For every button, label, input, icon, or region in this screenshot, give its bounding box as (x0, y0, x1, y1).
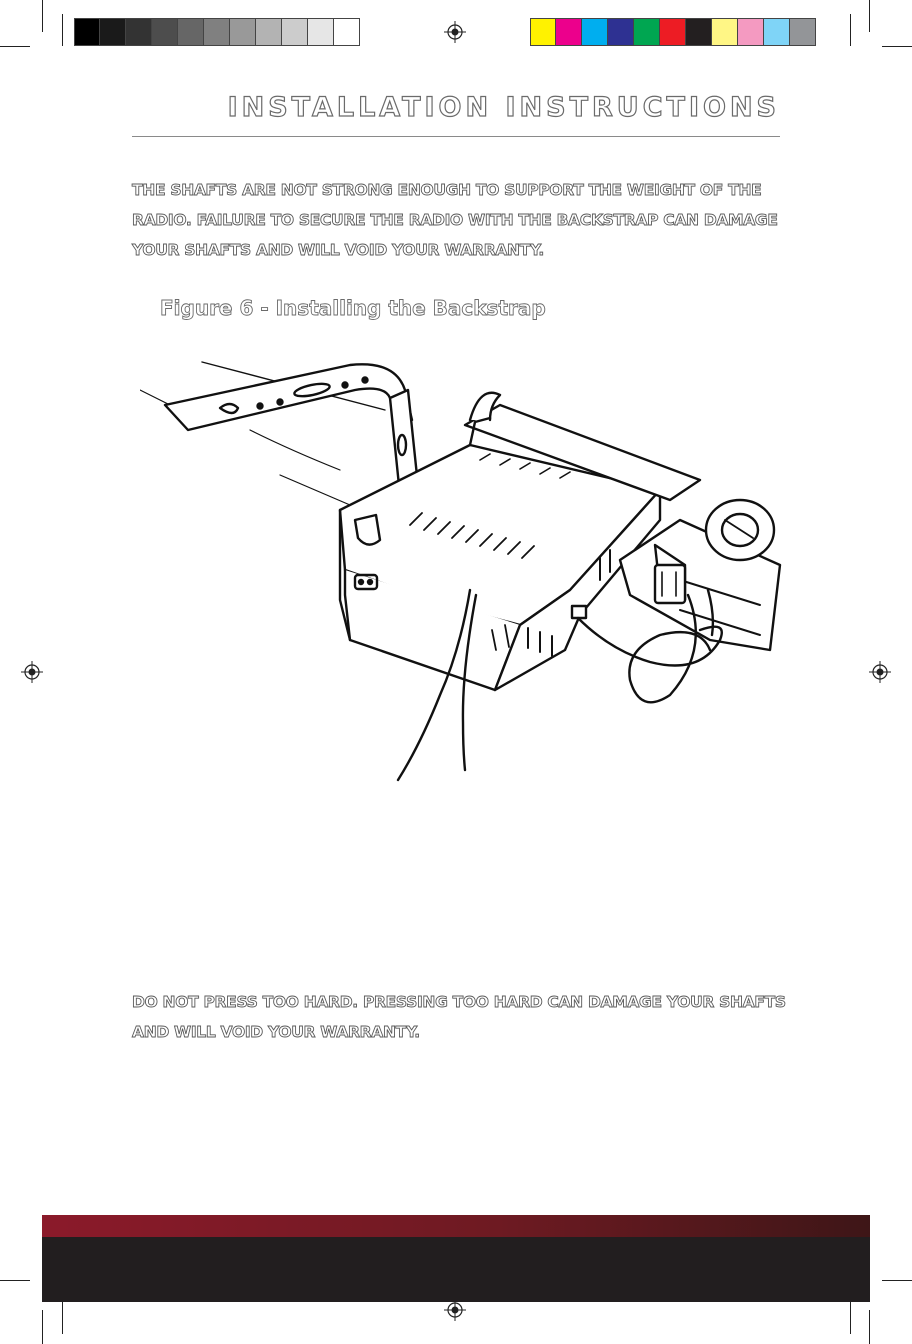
grayscale-swatch (282, 18, 308, 46)
crop-mark-bl-h (0, 1280, 30, 1281)
footer-bar (42, 1237, 870, 1302)
registration-mark-right-icon (869, 661, 891, 683)
process-color-swatch (608, 18, 634, 46)
crop-mark-tl-v (42, 0, 43, 32)
crop-mark-tl-h (0, 46, 30, 47)
registration-mark-bottom-icon (444, 1299, 466, 1321)
grayscale-swatch (74, 18, 100, 46)
grayscale-swatch (152, 18, 178, 46)
process-color-swatch (660, 18, 686, 46)
process-color-swatch (764, 18, 790, 46)
crop-mark-br-h (882, 1280, 912, 1281)
backstrap-warning-text: THE SHAFTS ARE NOT STRONG ENOUGH TO SUPPORT THE WEIGHT OF THE RADIO. FAILURE TO SECURE THE RADIO WITH THE BACKSTRAP CAN DAMAGE YOUR SHAFTS AND WILL VOID YOUR WARRANTY. (132, 181, 778, 259)
grayscale-swatch (100, 18, 126, 46)
process-color-swatch (686, 18, 712, 46)
radio-backstrap-illustration (140, 350, 790, 790)
registration-mark-left-icon (21, 661, 43, 683)
process-color-swatch (712, 18, 738, 46)
process-color-bar (530, 18, 816, 46)
registration-mark-top-icon (444, 21, 466, 43)
crop-mark-br-v2 (850, 1300, 851, 1334)
process-color-swatch (556, 18, 582, 46)
pressing-warning-text: DO NOT PRESS TOO HARD. PRESSING TOO HARD CAN DAMAGE YOUR SHAFTS AND WILL VOID YOUR WARRANTY. (132, 993, 786, 1041)
grayscale-color-bar (74, 18, 360, 46)
crop-mark-tr-v (869, 0, 870, 32)
grayscale-swatch (204, 18, 230, 46)
process-color-swatch (738, 18, 764, 46)
process-color-swatch (582, 18, 608, 46)
process-color-swatch (530, 18, 556, 46)
header-divider (132, 136, 780, 137)
grayscale-swatch (334, 18, 360, 46)
footer-accent-band (42, 1215, 870, 1237)
page-title: INSTALLATION INSTRUCTIONS (227, 92, 780, 123)
grayscale-swatch (230, 18, 256, 46)
crop-mark-tl-v2 (62, 14, 63, 46)
grayscale-swatch (126, 18, 152, 46)
grayscale-swatch (308, 18, 334, 46)
process-color-swatch (634, 18, 660, 46)
grayscale-swatch (178, 18, 204, 46)
crop-mark-tr-h (882, 46, 912, 47)
figure-caption: Figure 6 - Installing the Backstrap (160, 296, 546, 320)
crop-mark-br-v (869, 1310, 870, 1344)
crop-mark-bl-v (42, 1310, 43, 1344)
crop-mark-bl-v2 (62, 1300, 63, 1334)
process-color-swatch (790, 18, 816, 46)
crop-mark-tr-v2 (850, 14, 851, 46)
grayscale-swatch (256, 18, 282, 46)
